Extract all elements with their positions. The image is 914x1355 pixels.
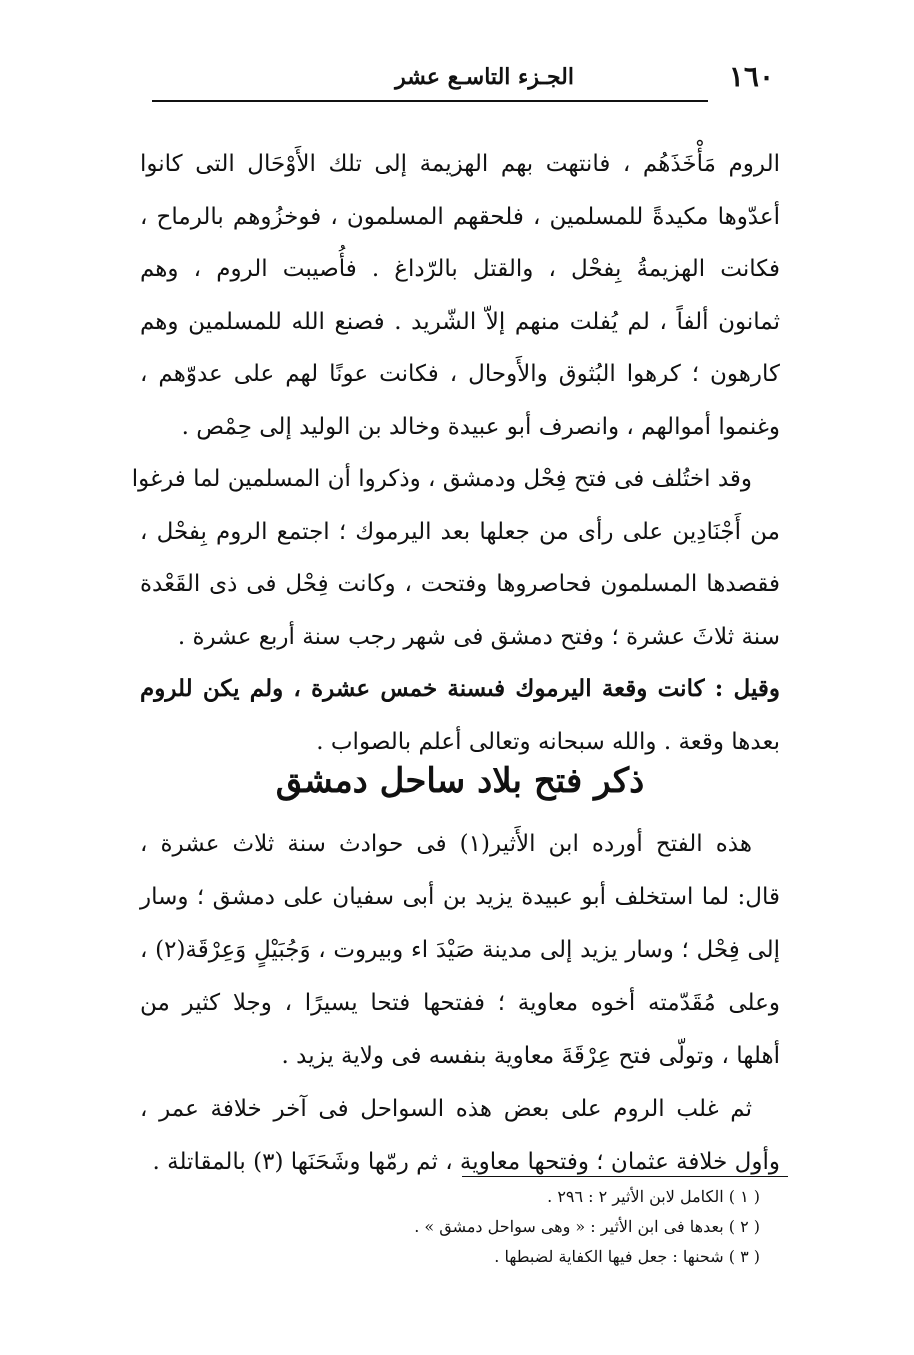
text-line: قال: لما استخلف أبو عبيدة يزيد بن أبى سفيان على دمشق ؛ وسار	[140, 884, 780, 910]
text-line: أهلها ، وتولّى فتح عِرْقَةَ معاوية بنفسه فى ولاية يزيد .	[281, 1043, 780, 1069]
header-rule	[152, 100, 708, 102]
text-line: من أَجْنَادِين على رأى من جعلها بعد اليرموك ؛ اجتمع الروم بِفحْل ،	[140, 518, 780, 545]
text-line: فقصدها المسلمون فحاصروها وفتحت ، وكانت فِحْل فى ذى القَعْدة	[140, 571, 780, 597]
page-header	[152, 58, 774, 98]
text-line: ثمانون ألفاً ، لم يُفلت منهم إلاّ الشّريد . فصنع الله للمسلمين وهم	[140, 308, 780, 335]
main-text	[131, 138, 780, 768]
text-line: ثم غلب الروم على بعض هذه السواحل فى آخر خلافة عمر ،	[140, 1096, 752, 1122]
text-line: وقيل : كانت وقعة اليرموك فىسنة خمس عشرة ، ولم يكن للروم	[140, 675, 780, 702]
page-number: ١٦٠	[728, 60, 774, 93]
text-line: بعدها وقعة . والله سبحانه وتعالى أعلم بالصواب .	[316, 728, 780, 755]
text-line: أعدّوها مكيدةً للمسلمين ، فلحقهم المسلمون ، فوخزُوهم بالرماح ،	[140, 203, 780, 230]
text-line: فكانت الهزيمةُ بِفحْل ، والقتل بالرّداغ . فأُصيبت الروم ، وهم	[140, 256, 780, 282]
section-text	[140, 818, 780, 1189]
footnote: ( ٣ ) شحنها : جعل فيها الكفاية لضبطها .	[494, 1247, 760, 1266]
text-line: وأول خلافة عثمان ؛ وفتحها معاوية ، ثم رمّها وشَحَنَها (٣) بالمقاتلة .	[152, 1149, 780, 1175]
footnote: ( ١ ) الكامل لابن الأثير ٢ : ٢٩٦ .	[547, 1187, 760, 1206]
running-head: الجـزء التاسـع عشر	[395, 64, 574, 90]
footnotes	[180, 1182, 760, 1272]
footnote: ( ٢ ) بعدها فى ابن الأثير : « وهى سواحل دمشق » .	[414, 1217, 760, 1236]
footnote-rule	[462, 1176, 788, 1177]
text-line: كارهون ؛ كرهوا البُثوق والأَوحال ، فكانت عونًا لهم على عدوّهم ،	[140, 361, 780, 387]
text-line: سنة ثلاثَ عشرة ؛ وفتح دمشق فى شهر رجب سنة أربع عشرة .	[177, 623, 780, 650]
text-line: وقد اختُلف فى فتح فِحْل ودمشق ، وذكروا أن المسلمين لما فرغوا	[131, 466, 752, 492]
text-line: الروم مَأْخَذَهُم ، فانتهت بهم الهزيمة إلى تلك الأَوْحَال التى كانوا	[140, 151, 780, 177]
text-line: وغنموا أموالهم ، وانصرف أبو عبيدة وخالد بن الوليد إلى حِمْص .	[181, 413, 780, 440]
section-title: ذكر فتح بلاد ساحل دمشق	[275, 761, 645, 801]
text-line: إلى فِحْل ؛ وسار يزيد إلى مدينة صَيْدَ اء وبيروت ، وَجُبَيْلٍ وَعِرْقَة(٢) ،	[140, 937, 781, 963]
text-line: هذه الفتح أورده ابن الأَثير(١) فى حوادث سنة ثلاث عشرة ،	[140, 831, 752, 857]
text-line: وعلى مُقَدّمته أخوه معاوية ؛ ففتحها فتحا يسيرًا ، وجلا كثير من	[140, 990, 780, 1016]
